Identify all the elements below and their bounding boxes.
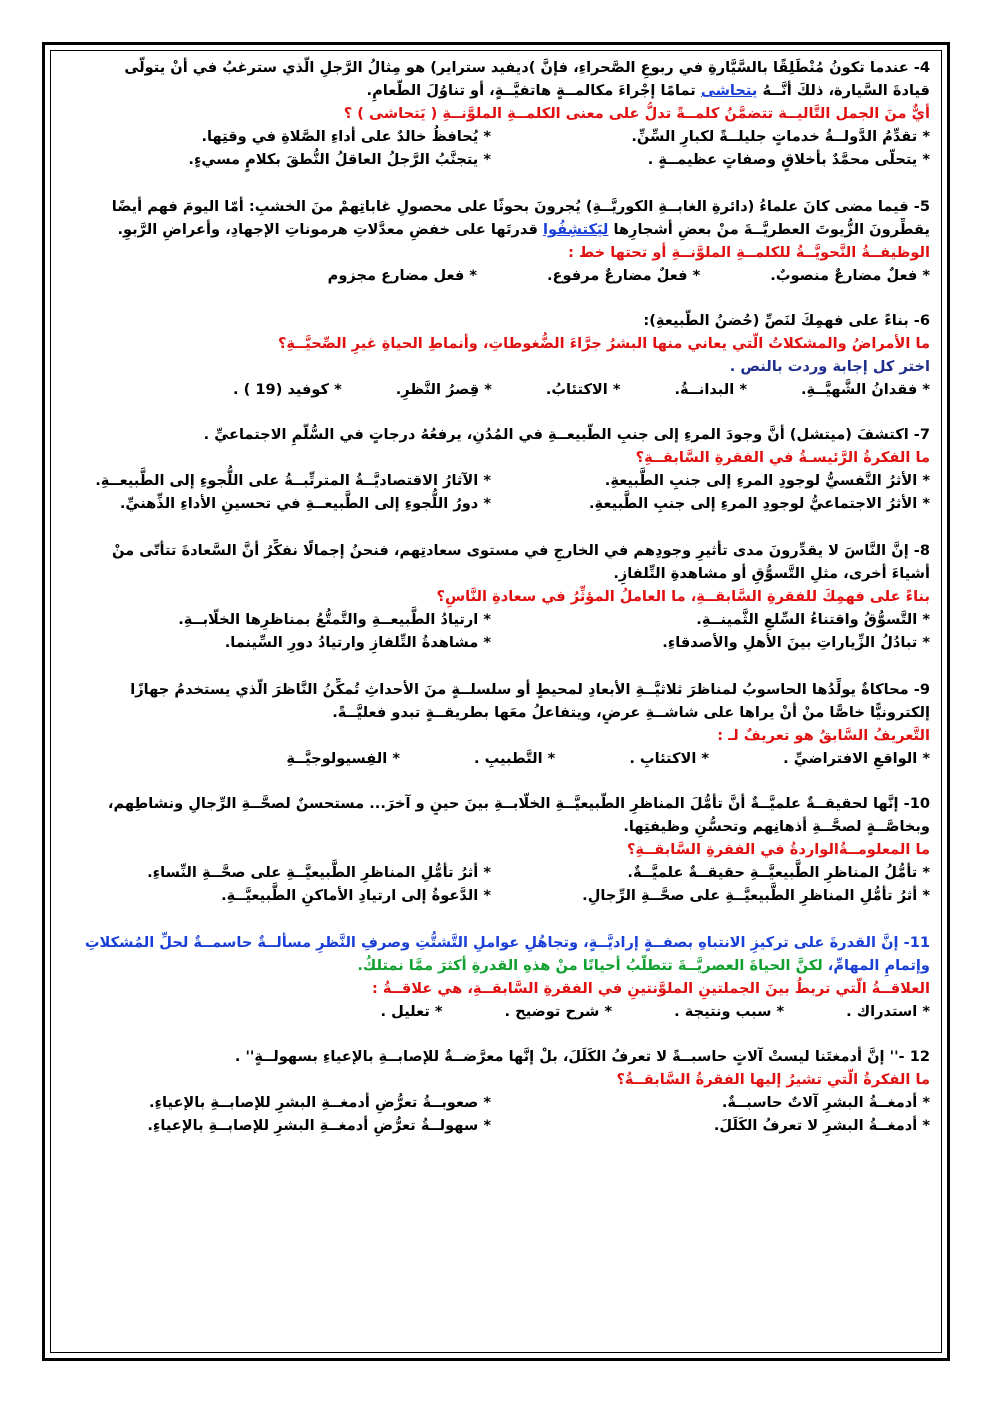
question-7-options [62,469,930,515]
highlighted-word-link[interactable]: يتحاشى [700,82,758,99]
question-9-options [62,747,930,770]
question-6-text-line-1: 6- بناءً على فهمِكَ لنَصِّ (حُضنُ الطَّبيعةِ): [643,312,930,329]
option-6-a[interactable]: * فقدانُ الشَّهيَّــةِ. [800,381,930,398]
option-8-d[interactable]: * مشاهدةُ التِّلفازِ وارتيادُ دورِ السِّينما. [224,634,491,651]
question-4-options [62,125,930,171]
option-7-d[interactable]: * دورُ اللُّجوءِ إلى الطَّبيعــةِ في تحسينِ الأداءِ الذِّهنيِّ. [119,495,491,512]
question-7-text-line-1: 7- اكتشفَ (ميتشل) أنَّ وجودَ المرءِ إلى جنبِ الطَّبيعــةِ في المُدُنِ، يرفعُهُ درجاتٍ في السُّلَّمِ الاجتماعيِّ . [203,426,930,443]
question-7 [62,423,930,515]
option-11-a[interactable]: * استدراك . [846,1003,930,1020]
question-5-text-line-1: 5- فيما مضى كانَ علماءُ (دائرةِ الغابــةِ الكوريَّــةِ) يُجرونَ بحوثًا على محصولِ غاباتِهمْ منَ الخشبِ: أمّا اليومَ فهم أيضًا [111,198,930,215]
question-4-text-line-1: 4- عندما تكونُ مُنْطَلِقًا بالسَّيَّارةِ في ربوعِ الصَّحراءِ، فإنَّ )ديفيد ستراير) هو مِثالُ الرَّجلِ الّذي سترغبُ في أنْ يتولّى [124,59,930,76]
highlighted-word-link[interactable]: ليَكتشِفُوا [542,221,609,238]
question-12-options [62,1091,930,1137]
option-8-a[interactable]: * التَّسوُّقُ واقتناءُ السِّلعِ الثَّمينــةِ. [696,611,930,628]
question-10-options [62,861,930,907]
option-4-b[interactable]: * يُحافظُ خالدٌ على أداءِ الصَّلاةِ في وقتِها. [201,128,491,145]
option-6-e[interactable]: * كوفيد (19 ) . [233,381,342,398]
option-6-c[interactable]: * الاكتئابُ. [545,381,621,398]
question-10-text-line-1: 10- إنَّها لحقيقــةٌ علميَّــةٌ أنَّ تأمُّلَ المناظرِ الطَّبيعيَّــةِ الخلّابــةِ بينَ حينٍ و آخرَ... مستحسنٌ لصحَّــةِ الرِّجالِ ونشاطِهم، [107,795,930,812]
option-12-b[interactable]: * صعوبــةُ تعرُّضِ أدمغــةِ البشرِ للإصابــةِ بالإعياءِ. [149,1094,491,1111]
question-9 [62,678,930,770]
question-10-text-line-2: وبخاصَّــةٍ لصحَّــةِ أذهانِهم وتحسُّنِ وظيفتِها. [623,818,930,835]
option-4-a[interactable]: * تقدِّمُ الدَّولــةُ خدماتٍ جليلــةً لكبارِ السِّنِّ. [631,128,930,145]
option-10-a[interactable]: * تأمُّلُ المناظرِ الطَّبيعيَّــةِ حقيقــةٌ علميَّــةٌ. [627,864,930,881]
question-6-instruction: اختر كل إجابة وردت بالنص . [729,358,930,375]
option-6-d[interactable]: * قِصرُ النَّظرِ. [395,381,492,398]
question-6 [62,309,930,401]
option-12-c[interactable]: * أدمغــةُ البشرِ لا تعرفُ الكَلَلَ. [713,1117,930,1134]
question-5-prompt: الوظيفــةُ النَّحويَّــةُ للكلمــةِ الملوَّنــةِ أو تحتها خط : [568,244,930,261]
question-12-prompt: ما الفكرةُ الّتي تشيرُ إليها الفقرةُ السَّابقــةُ؟ [616,1071,930,1088]
question-8-prompt: بناءً على فهمِكَ للفقرةِ السَّابقــةِ، ما العاملُ المؤثِّرُ في سعادةِ النَّاسِ؟ [436,588,930,605]
question-9-prompt: التَّعريفُ السَّابقُ هو تعريفٌ لـ : [717,727,930,744]
option-12-d[interactable]: * سهولــةُ تعرُّضِ أدمغــةِ البشرِ للإصابــةِ بالإعياءِ. [147,1117,491,1134]
question-8-options [62,608,930,654]
question-11-prompt: العلاقــةُ الّتي تربطُ بينَ الجملتينِ الملوَّنتينِ في الفقرةِ السَّابقــةِ، هي علاقــةُ : [371,980,930,997]
question-4-text-line-2: قيادةَ السَّيارة، ذلكَ أنَّــهُ يتحاشى تمامًا إجْراءَ مكالمــةٍ هاتفيَّــةٍ، أو تناوُلَ الطَّعامِ. [366,82,930,99]
question-4-prompt: أيٌّ منَ الجمل التَّاليــة تتضمَّنُ كلمــةً تدلُّ على معنى الكلمــةِ الملوَّنــةِ ( يَتحاشى ) ؟ [343,105,930,122]
option-7-b[interactable]: * الآثارُ الاقتصاديَّــةُ المترتِّبــةُ على اللُّجوءِ إلى الطَّبيعــةِ. [95,472,491,489]
question-6-options [62,378,930,401]
option-10-d[interactable]: * الدَّعوةُ إلى ارتيادِ الأماكنِ الطَّبيعيَّــةِ. [221,887,491,904]
option-8-c[interactable]: * تبادُلُ الزِّياراتِ بينَ الأهلِ والأصدقاءِ. [662,634,930,651]
question-7-prompt: ما الفكرةُ الرَّئيسـةُ في الفقرةِ السَّابقــةِ؟ [635,449,930,466]
option-12-a[interactable]: * أدمغــةُ البشرِ آلاتٌ حاسبــةٌ. [721,1094,930,1111]
option-11-b[interactable]: * سبب ونتيجة . [674,1003,785,1020]
question-11-text-line-1: 11- إنَّ القدرةَ على تركيزِ الانتباهِ بصفــةٍ إراديَّــةٍ، وتجاهُلِ عواملِ التَّشتُّتِ وصرفِ النَّظرِ مسألــةٌ حاسمــةٌ لحلِّ المُشكلاتِ [84,934,930,951]
question-12 [62,1045,930,1137]
question-5-options [62,264,930,287]
question-12-text-line-1: 12 -'' إنَّ أدمغتَنا ليستْ آلاتٍ حاسبــةً لا تعرفُ الكَلَلَ، بلْ إنَّها معرَّضــةٌ للإصابــةِ بالإعياءِ بسهولــةٍ'' . [234,1048,930,1065]
question-5-text-line-2: يقطِّرونَ الزُّيوتَ العطريَّــةَ منْ بعضِ أشجارِها ليَكتشِفُوا قدرتَها على خفضِ معدَّلاتِ هرموناتِ الإجهادِ، وأعراضِ الرَّبوِ. [117,221,930,238]
question-10-prompt: ما المعلومــةُالواردةُ في الفقرةِ السَّابقــةِ؟ [626,841,930,858]
option-7-c[interactable]: * الأثرُ الاجتماعيُّ لوجودِ المرءِ إلى جنبِ الطَّبيعةِ. [589,495,930,512]
option-8-b[interactable]: * ارتيادُ الطَّبيعــةِ والتَّمتُّعُ بمناظرِها الخلّابــةِ. [178,611,491,628]
question-11 [62,931,930,1023]
option-11-d[interactable]: * تعليل . [380,1003,443,1020]
question-9-text-line-2: إلكترونيًّا خاصًّا منْ أنْ يراها على شاشــةِ عرضٍ، ويتفاعلُ معَها بطريقــةٍ تبدو فعليَّــةً. [332,704,930,721]
option-9-b[interactable]: * الاكتئابِ . [629,750,710,767]
option-10-b[interactable]: * أثرُ تأمُّلِ المناظرِ الطَّبيعيَّــةِ على صحَّــةِ النِّساءِ. [147,864,491,881]
option-9-d[interactable]: * الفِسيولوجيَّــةِ [286,750,400,767]
option-4-c[interactable]: * يتحلّى محمَّدٌ بأخلاقٍ وصفاتٍ عظيمــةٍ . [647,151,930,168]
option-9-a[interactable]: * الواقعِ الافتراضيِّ . [783,750,930,767]
question-10 [62,792,930,907]
question-4 [62,56,930,171]
option-11-c[interactable]: * شرح توضيح . [504,1003,613,1020]
option-5-c[interactable]: * فعل مضارع مجزوم [327,267,477,284]
question-9-text-line-1: 9- محاكاةٌ يولِّدُها الحاسوبُ لمناظرَ ثلاثيَّــةِ الأبعادِ لمحيطٍ أو سلسلــةٍ منَ الأحداثِ تُمكِّنُ النَّاظرَ الّذي يستخدمُ جهازًا [130,681,930,698]
question-11-text-line-2: وإتمامِ المهامِّ، لكنَّ الحياةَ العصريَّــةَ تتطلَّبُ أحيانًا منْ هذهِ القدرةِ أكثرَ ممَّا نمتلكُ. [357,957,930,974]
option-5-b[interactable]: * فعلٌ مضارعٌ مرفوع. [547,267,701,284]
question-8-text-line-2: أشياءَ أخرى، مثلِ التَّسوُّقِ أو مشاهدةِ التِّلفازِ. [613,565,930,582]
option-5-a[interactable]: * فعلٌ مضارعٌ منصوبٌ. [770,267,930,284]
question-11-options [62,1000,930,1023]
exam-content [62,56,930,1137]
option-9-c[interactable]: * التَّطبيبِ . [473,750,556,767]
question-8 [62,539,930,654]
option-4-d[interactable]: * يتجنَّبُ الرَّجلُ العاقلُ النُّطقَ بكلامٍ مسيءٍ. [188,151,491,168]
question-6-prompt: ما الأمراضُ والمشكلاتُ الّتي يعاني منها البشرُ جرَّاءَ الضُّغوطاتِ، وأنماطِ الحياةِ غيرِ الصِّحيَّــةِ؟ [277,335,930,352]
question-5 [62,195,930,287]
option-6-b[interactable]: * البدانــةُ. [674,381,747,398]
option-7-a[interactable]: * الأثرُ النَّفسيُّ لوجودِ المرءِ إلى جنبِ الطَّبيعةِ. [604,472,930,489]
question-8-text-line-1: 8- إنَّ النَّاسَ لا يقدِّرونَ مدى تأثيرِ وجودِهم في الخارجِ في مستوى سعادتِهم، فنحنُ إجمالًا نفكِّرُ أنَّ السَّعادةَ تتأتّى منْ [112,542,930,559]
option-10-c[interactable]: * أثرُ تأمُّلِ المناظرِ الطَّبيعيَّــةِ على صحَّــةِ الرِّجالِ. [582,887,930,904]
